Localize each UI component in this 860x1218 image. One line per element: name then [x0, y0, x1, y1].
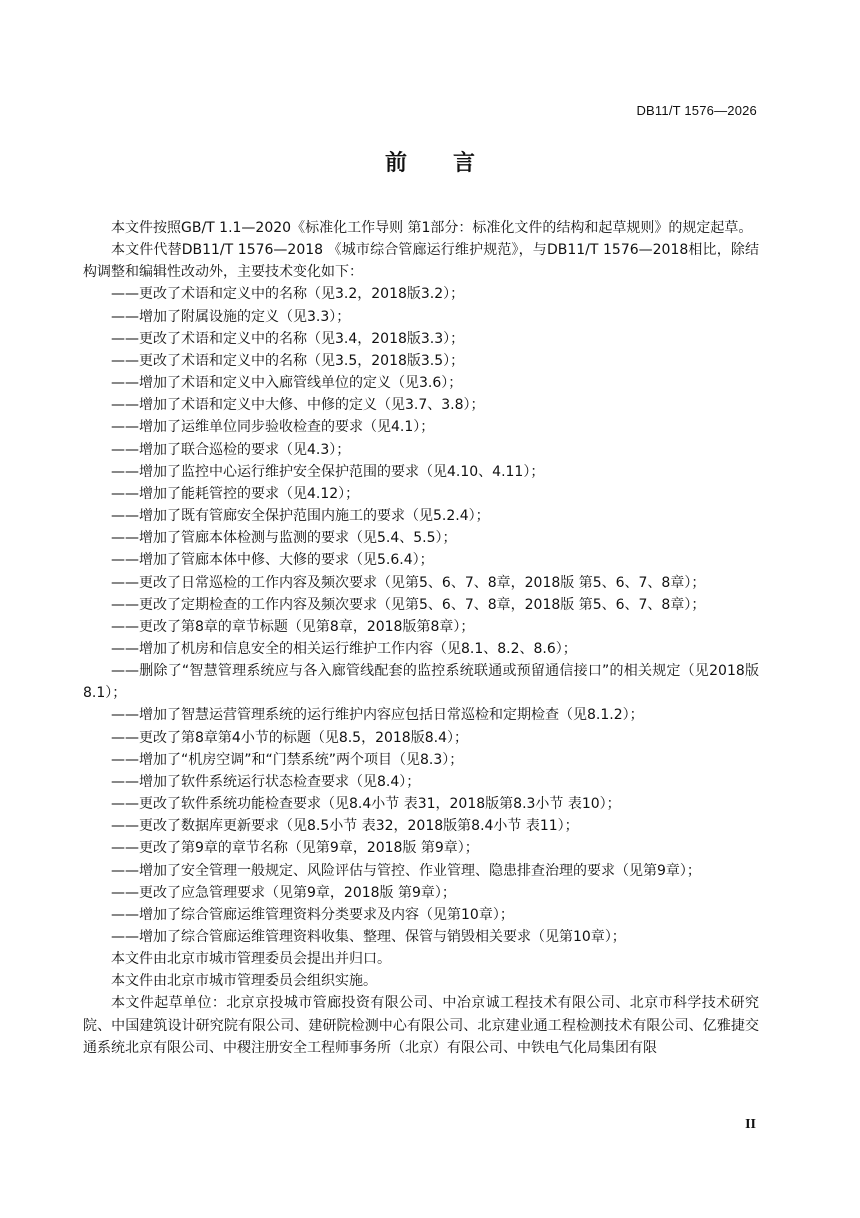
change-item: ——更改了应急管理要求（见第9章，2018版 第9章）； — [111, 884, 456, 901]
change-item: ——更改了日常巡检的工作内容及频次要求（见第5、6、7、8章，2018版 第5、6、7、8章）； — [111, 574, 706, 591]
paragraph-drafting-rules: 本文件按照GB/T 1.1—2020《标准化工作导则 第1部分：标准化文件的结构和起草规则》的规定起草。 — [111, 220, 753, 236]
change-item: ——增加了“机房空调”和“门禁系统”两个项目（见8.3）； — [111, 751, 464, 768]
change-item: ——更改了软件系统功能检查要求（见8.4小节 表31，2018版第8.3小节 表10）； — [111, 796, 621, 813]
change-item: ——增加了术语和定义中入廊管线单位的定义（见3.6）； — [111, 375, 463, 392]
paragraph-implementer: 本文件由北京市城市管理委员会组织实施。 — [111, 973, 377, 990]
change-item: ——更改了术语和定义中的名称（见3.2，2018版3.2）； — [111, 286, 465, 303]
change-item: ——增加了机房和信息安全的相关运行维护工作内容（见8.1、8.2、8.6）； — [111, 640, 577, 657]
change-item: ——增加了运维单位同步验收检查的要求（见4.1）； — [111, 419, 435, 436]
change-item: ——增加了能耗管控的要求（见4.12）； — [111, 485, 360, 502]
change-item: ——更改了第8章的章节标题（见第8章，2018版第8章）； — [111, 618, 475, 635]
paragraph-proposer: 本文件由北京市城市管理委员会提出并归口。 — [111, 951, 391, 968]
page-number: II — [745, 1117, 756, 1132]
change-item: ——增加了管廊本体检测与监测的要求（见5.4、5.5）； — [111, 530, 457, 547]
change-item: ——更改了术语和定义中的名称（见3.4，2018版3.3）； — [111, 330, 465, 347]
change-item: ——增加了安全管理一般规定、风险评估与管控、作业管理、隐患排查治理的要求（见第9章）； — [111, 862, 701, 879]
page-title: 前言 — [384, 151, 521, 176]
change-item: ——增加了综合管廊运维管理资料分类要求及内容（见第10章）； — [111, 906, 514, 923]
change-item: ——增加了软件系统运行状态检查要求（见8.4）； — [111, 773, 421, 790]
change-item: ——增加了既有管廊安全保护范围内施工的要求（见5.2.4）； — [111, 508, 490, 525]
change-item: ——更改了第9章的章节名称（见第9章，2018版 第9章）； — [111, 840, 479, 857]
change-item: ——增加了管廊本体中修、大修的要求（见5.6.4）； — [111, 552, 434, 569]
change-item: ——更改了术语和定义中的名称（见3.5，2018版3.5）； — [111, 352, 465, 369]
change-item: ——更改了第8章第4小节的标题（见8.5，2018版8.4）； — [111, 729, 468, 746]
change-item: ——更改了定期检查的工作内容及频次要求（见第5、6、7、8章，2018版 第5、6、7、8章）； — [111, 596, 706, 613]
change-item: ——增加了附属设施的定义（见3.3）； — [111, 308, 351, 325]
paragraph-replacement-statement: 本文件代替DB11/T 1576—2018 《城市综合管廊运行维护规范》，与DB11/T 1576—2018相比，除结构调整和编辑性改动外，主要技术变化如下： — [83, 242, 759, 281]
change-item: ——增加了联合巡检的要求（见4.3）； — [111, 441, 351, 458]
change-item: ——增加了术语和定义中大修、中修的定义（见3.7、3.8）； — [111, 397, 485, 414]
paragraph-drafting-units: 本文件起草单位：北京京投城市管廊投资有限公司、中冶京诚工程技术有限公司、北京市科学技术研究院、中国建筑设计研究院有限公司、建研院检测中心有限公司、北京建业通工程检测技术有限公司、亿雅捷交通系统北京有限公司、中稷注册安全工程师事务所（北京）有限公司、中铁电气化局集团有限 — [83, 995, 759, 1056]
change-item: ——增加了智慧运营管理系统的运行维护内容应包括日常巡检和定期检查（见8.1.2）； — [111, 707, 644, 724]
document-code: DB11/T 1576—2026 — [636, 103, 757, 118]
change-item: ——增加了监控中心运行维护安全保护范围的要求（见4.10、4.11）； — [111, 463, 545, 480]
foreword-body — [83, 217, 759, 1059]
change-item: ——更改了数据库更新要求（见8.5小节 表32，2018版第8.4小节 表11）； — [111, 818, 579, 835]
change-item: ——删除了“智慧管理系统应与各入廊管线配套的监控系统联通或预留通信接口”的相关规定（见2018版 8.1）； — [83, 663, 759, 702]
change-item: ——增加了综合管廊运维管理资料收集、整理、保管与销毁相关要求（见第10章）； — [111, 929, 626, 945]
